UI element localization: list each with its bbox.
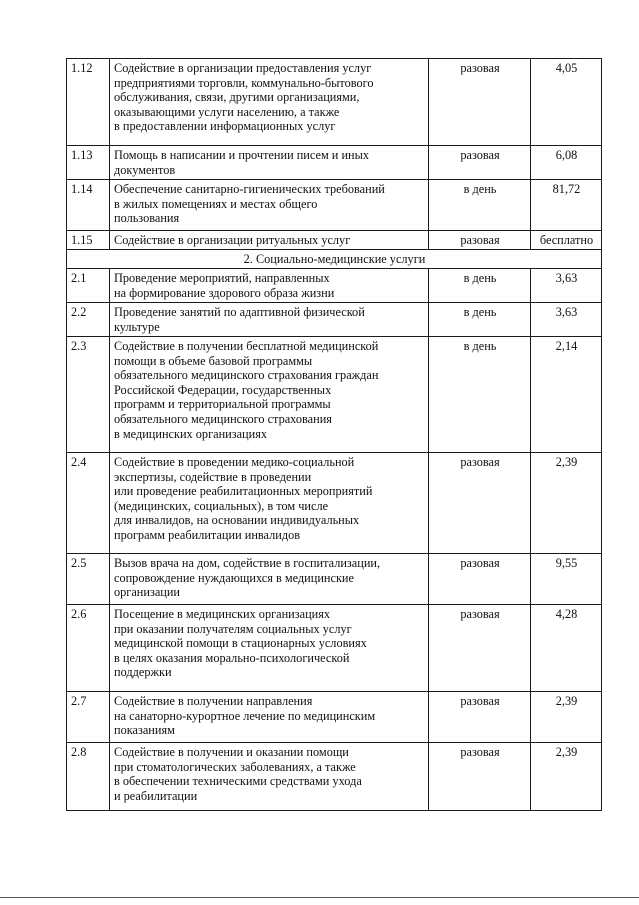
service-name-line: оказывающими услуги населению, а также (114, 104, 340, 119)
service-name-line: при оказании получателям социальных услуг (114, 621, 352, 636)
service-name-line: при стоматологических заболеваниях, а также (114, 759, 356, 774)
service-name-line: обслуживания, связи, другими организациями, (114, 90, 360, 105)
service-name-line: в медицинских организациях (114, 426, 268, 441)
table-row (67, 743, 602, 811)
service-name-line: Содействие в проведении медико-социальной (114, 455, 355, 469)
service-name (110, 743, 429, 811)
service-name-line: или проведение реабилитационных мероприятий (114, 484, 373, 499)
service-name-line: Проведение мероприятий, направленных (114, 271, 330, 285)
service-name (110, 303, 429, 337)
service-name-line: предприятиями торговли, коммунально-бытового (114, 75, 374, 90)
service-frequency: в день (429, 303, 531, 337)
service-frequency: разовая (429, 59, 531, 146)
services-table (66, 58, 602, 811)
service-price: 3,63 (531, 269, 602, 303)
page-bottom-rule (0, 897, 639, 898)
service-name-line: Посещение в медицинских организациях (114, 607, 331, 621)
service-name-line: Обеспечение санитарно-гигиенических требований (114, 182, 385, 196)
item-number: 1.15 (67, 231, 110, 250)
item-number: 2.1 (67, 269, 110, 303)
service-name (110, 605, 429, 692)
service-price: бесплатно (531, 231, 602, 250)
service-name (110, 692, 429, 743)
item-number: 1.13 (67, 146, 110, 180)
table-row (67, 180, 602, 231)
item-number: 2.3 (67, 337, 110, 453)
table-row (67, 303, 602, 337)
table-row (67, 269, 602, 303)
service-name-line: Содействие в получении и оказании помощи (114, 745, 349, 759)
service-name (110, 453, 429, 554)
service-name (110, 59, 429, 146)
service-name-line: в обеспечении техническими средствами ухода (114, 774, 362, 789)
service-name-line: помощи в объеме базовой программы (114, 353, 313, 368)
table-row (67, 337, 602, 453)
service-price: 2,14 (531, 337, 602, 453)
service-name-line: обязательного медицинского страхования (114, 411, 332, 426)
service-name-line: для инвалидов, на основании индивидуальных (114, 513, 360, 528)
section-header-row (67, 250, 602, 269)
service-name-line: на санаторно-курортное лечение по медицинским (114, 708, 376, 723)
service-price: 9,55 (531, 554, 602, 605)
service-name-line: Содействие в получении направления (114, 694, 313, 708)
item-number: 2.6 (67, 605, 110, 692)
service-price: 2,39 (531, 453, 602, 554)
item-number: 1.12 (67, 59, 110, 146)
service-name (110, 554, 429, 605)
service-frequency: разовая (429, 605, 531, 692)
service-name-line: Помощь в написании и прочтении писем и иных (114, 148, 370, 162)
service-price: 81,72 (531, 180, 602, 231)
service-frequency: разовая (429, 743, 531, 811)
service-name (110, 180, 429, 231)
service-name-line: документов (114, 162, 176, 177)
table-row (67, 146, 602, 180)
service-name-line: пользования (114, 211, 180, 226)
service-name-line: экспертизы, содействие в проведении (114, 469, 312, 484)
service-price: 3,63 (531, 303, 602, 337)
service-frequency: разовая (429, 554, 531, 605)
service-name (110, 146, 429, 180)
service-name (110, 269, 429, 303)
services-table-body (67, 59, 602, 811)
service-name-line: и реабилитации (114, 788, 198, 803)
service-frequency: разовая (429, 231, 531, 250)
service-name-line: Содействие в организации предоставления услуг (114, 61, 372, 75)
service-price: 2,39 (531, 743, 602, 811)
service-frequency: в день (429, 337, 531, 453)
service-name (110, 337, 429, 453)
table-row (67, 692, 602, 743)
service-name-line: программ реабилитации инвалидов (114, 527, 301, 542)
service-name-line: программ и территориальной программы (114, 397, 331, 412)
service-name-line: в целях оказания морально-психологической (114, 650, 350, 665)
item-number: 2.2 (67, 303, 110, 337)
service-name-line: организации (114, 585, 181, 600)
table-row (67, 231, 602, 250)
item-number: 2.5 (67, 554, 110, 605)
service-frequency: в день (429, 269, 531, 303)
section-title: 2. Социально-медицинские услуги (67, 250, 602, 269)
service-name-line: Содействие в организации ритуальных услуг (114, 233, 351, 247)
service-name-line: в предоставлении информационных услуг (114, 119, 336, 134)
service-price: 2,39 (531, 692, 602, 743)
table-row (67, 453, 602, 554)
service-name-line: сопровождение нуждающихся в медицинские (114, 570, 354, 585)
service-name-line: культуре (114, 319, 160, 334)
service-frequency: разовая (429, 146, 531, 180)
table-row (67, 59, 602, 146)
service-name-line: (медицинских, социальных), в том числе (114, 498, 329, 513)
item-number: 2.4 (67, 453, 110, 554)
item-number: 2.7 (67, 692, 110, 743)
service-name (110, 231, 429, 250)
service-price: 4,28 (531, 605, 602, 692)
service-name-line: Вызов врача на дом, содействие в госпитализации, (114, 556, 381, 570)
service-name-line: в жилых помещениях и местах общего (114, 196, 318, 211)
table-row (67, 554, 602, 605)
service-name-line: обязательного медицинского страхования граждан (114, 368, 379, 383)
service-name-line: на формирование здорового образа жизни (114, 285, 335, 300)
service-price: 6,08 (531, 146, 602, 180)
table-row (67, 605, 602, 692)
service-name-line: поддержки (114, 665, 172, 680)
service-name-line: Содействие в получении бесплатной медицинской (114, 339, 379, 353)
item-number: 1.14 (67, 180, 110, 231)
service-frequency: разовая (429, 692, 531, 743)
service-name-line: показаниям (114, 723, 175, 738)
service-price: 4,05 (531, 59, 602, 146)
service-frequency: разовая (429, 453, 531, 554)
item-number: 2.8 (67, 743, 110, 811)
service-frequency: в день (429, 180, 531, 231)
service-name-line: медицинской помощи в стационарных условиях (114, 636, 367, 651)
service-name-line: Проведение занятий по адаптивной физической (114, 305, 365, 319)
service-name-line: Российской Федерации, государственных (114, 382, 332, 397)
